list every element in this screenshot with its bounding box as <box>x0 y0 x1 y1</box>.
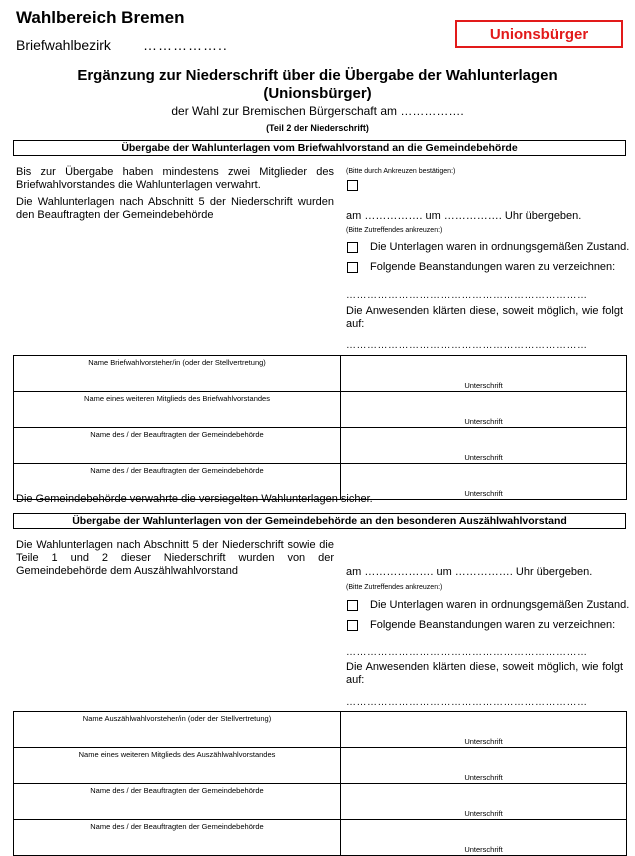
storage-note: Die Gemeindebehörde verwahrte die versiegelten Wahlunterlagen sicher. <box>16 493 373 505</box>
name-cell[interactable]: Name Auszählwahlvorsteher/in (oder der Stellvertretung) <box>14 712 341 748</box>
signature-row <box>14 748 627 784</box>
section1-ok-checkbox[interactable] <box>347 242 358 253</box>
signature-cell[interactable]: Unterschrift <box>341 392 627 428</box>
document-title: Ergänzung zur Niederschrift über die Übergabe der Wahlunterlagen <box>77 67 558 84</box>
section2-para1: Die Wahlunterlagen nach Abschnitt 5 der Niederschrift sowie die Teile 1 und 2 dieser Niederschrift wurden von der Gemeindebehörde dem Auszählwahlvorstand <box>16 539 334 577</box>
section1-clarified: Die Anwesenden klärten diese, soweit möglich, wie folgt auf: <box>346 305 623 330</box>
signature-cell[interactable]: Unterschrift <box>341 712 627 748</box>
signature-row <box>14 784 627 820</box>
section2-signature-table <box>13 711 627 856</box>
signature-cell[interactable]: Unterschrift <box>341 464 627 500</box>
section1-handover: am ……………. um ……………. Uhr übergeben. <box>346 210 582 222</box>
signature-cell[interactable]: Unterschrift <box>341 784 627 820</box>
section2-ok-checkbox[interactable] <box>347 600 358 611</box>
postal-district <box>16 37 228 53</box>
section1-para2: Die Wahlunterlagen nach Abschnitt 5 der Niederschrift wurden den Beauftragten der Gemeindebehörde <box>16 196 334 221</box>
signature-row <box>14 428 627 464</box>
section1-option-ok: Die Unterlagen waren in ordnungsgemäßen Zustand. <box>370 241 630 253</box>
section2-issues-line[interactable]: …………………………………………………………… <box>346 647 588 658</box>
name-cell[interactable]: Name des / der Beauftragten der Gemeindebehörde <box>14 784 341 820</box>
section1-issues-checkbox[interactable] <box>347 262 358 273</box>
section2-option-ok: Die Unterlagen waren in ordnungsgemäßen Zustand. <box>370 599 630 611</box>
section2-handover: am ………………. um ……………. Uhr übergeben. <box>346 566 593 578</box>
name-cell[interactable]: Name eines weiteren Mitglieds des Briefwahlvorstandes <box>14 392 341 428</box>
section2-option-issues: Folgende Beanstandungen waren zu verzeichnen: <box>370 619 616 631</box>
district-heading: Wahlbereich Bremen <box>16 8 185 27</box>
name-cell[interactable]: Name Briefwahlvorsteher/in (oder der Stellvertretung) <box>14 356 341 392</box>
part-label: (Teil 2 der Niederschrift) <box>266 123 369 133</box>
section1-heading: Übergabe der Wahlunterlagen vom Briefwahlvorstand an die Gemeindebehörde <box>13 140 626 156</box>
signature-row <box>14 392 627 428</box>
name-cell[interactable]: Name des / der Beauftragten der Gemeindebehörde <box>14 464 341 500</box>
confirm-hint: (Bitte durch Ankreuzen bestätigen:) <box>346 168 456 175</box>
section2-clarified-line[interactable]: …………………………………………………………… <box>346 697 588 708</box>
signature-cell[interactable]: Unterschrift <box>341 748 627 784</box>
section1-clarified-line[interactable]: …………………………………………………………… <box>346 340 588 351</box>
signature-row <box>14 356 627 392</box>
confirm-checkbox[interactable] <box>347 180 358 191</box>
postal-district-label: Briefwahlbezirk <box>16 37 111 53</box>
section1-issues-line[interactable]: …………………………………………………………… <box>346 290 588 301</box>
name-cell[interactable]: Name des / der Beauftragten der Gemeindebehörde <box>14 820 341 856</box>
postal-district-field[interactable]: …………….. <box>142 37 228 53</box>
section2-heading: Übergabe der Wahlunterlagen von der Gemeindebehörde an den besonderen Auszählwahlvorstand <box>13 513 626 529</box>
signature-cell[interactable]: Unterschrift <box>341 356 627 392</box>
section1-signature-table <box>13 355 627 500</box>
signature-cell[interactable]: Unterschrift <box>341 820 627 856</box>
name-cell[interactable]: Name eines weiteren Mitglieds des Auszählwahlvorstandes <box>14 748 341 784</box>
document-subtitle: (Unionsbürger) <box>263 85 372 102</box>
signature-row <box>14 712 627 748</box>
section1-applicable-hint: (Bitte Zutreffendes ankreuzen:) <box>346 227 443 234</box>
section2-applicable-hint: (Bitte Zutreffendes ankreuzen:) <box>346 584 443 591</box>
section2-clarified: Die Anwesenden klärten diese, soweit möglich, wie folgt auf: <box>346 661 623 686</box>
signature-cell[interactable]: Unterschrift <box>341 428 627 464</box>
name-cell[interactable]: Name des / der Beauftragten der Gemeindebehörde <box>14 428 341 464</box>
section1-para1: Bis zur Übergabe haben mindestens zwei Mitglieder des Briefwahlvorstandes die Wahlunterlagen verwahrt. <box>16 166 334 191</box>
election-date-line: der Wahl zur Bremischen Bürgerschaft am ……………. <box>171 104 464 118</box>
section2-issues-checkbox[interactable] <box>347 620 358 631</box>
signature-row <box>14 820 627 856</box>
section1-option-issues: Folgende Beanstandungen waren zu verzeichnen: <box>370 261 616 273</box>
unionsbuerger-badge: Unionsbürger <box>455 20 623 48</box>
